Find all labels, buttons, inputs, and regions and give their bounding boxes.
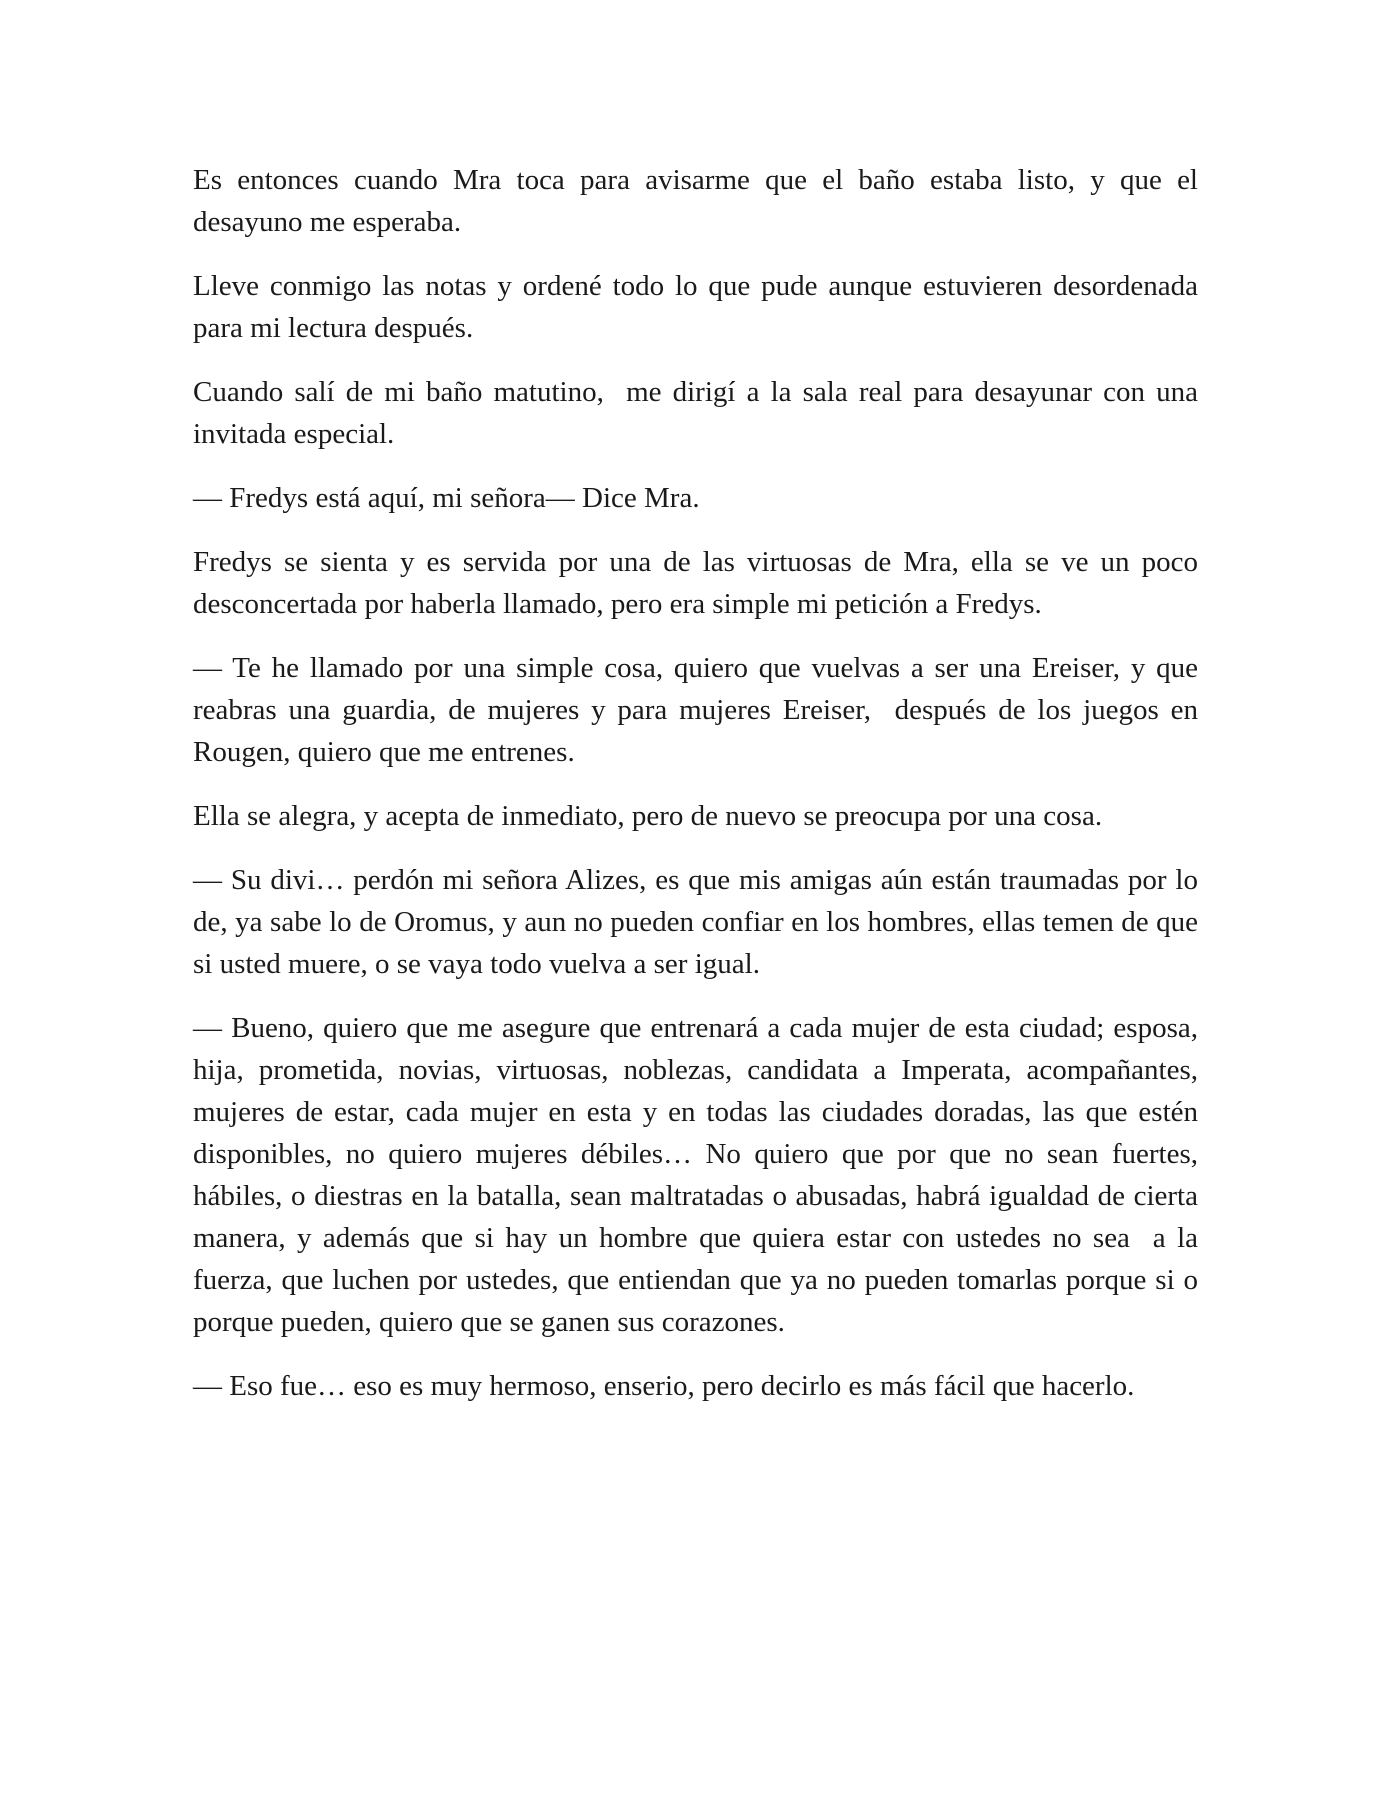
paragraph-7: Ella se alegra, y acepta de inmediato, pero de nuevo se preocupa por una cosa. [193,800,1103,832]
paragraph-6: — Te he llamado por una simple cosa, quiero que vuelvas a ser una Ereiser, y que reabras una guardia, de mujeres y para mujeres Ereiser, después de los juegos en Rougen, quiero que me entrenes. [193,652,1206,768]
paragraph-2: Lleve conmigo las notas y ordené todo lo que pude aunque estuvieren desordenada para mi lectura después. [193,270,1206,344]
paragraph-10: — Eso fue… eso es muy hermoso, enserio, pero decirlo es más fácil que hacerlo. [193,1370,1135,1402]
paragraph-4: — Fredys está aquí, mi señora— Dice Mra. [193,482,700,514]
paragraph-3: Cuando salí de mi baño matutino, me dirigí a la sala real para desayunar con una invitada especial. [193,376,1206,450]
paragraph-1: Es entonces cuando Mra toca para avisarme que el baño estaba listo, y que el desayuno me esperaba. [193,164,1206,238]
paragraph-9: — Bueno, quiero que me asegure que entrenará a cada mujer de esta ciudad; esposa, hija, prometida, novias, virtuosas, noblezas, candidata a Imperata, acompañantes, mujeres de estar, cada mujer en esta y en todas las ciudades doradas, las que estén disponibles, no quiero mujeres débiles… No quiero que por que no sean fuertes, hábiles, o diestras en la batalla, sean maltratadas o abusadas, habrá igualdad de cierta manera, y además que si hay un hombre que quiera estar con ustedes no sea a la fuerza, que luchen por ustedes, que entiendan que ya no pueden tomarlas porque si o porque pueden, quiero que se ganen sus corazones. [193,1012,1206,1338]
paragraph-8: — Su divi… perdón mi señora Alizes, es que mis amigas aún están traumadas por lo de, ya sabe lo de Oromus, y aun no pueden confiar en los hombres, ellas temen de que si usted muere, o se vaya todo vuelva a ser igual. [193,864,1206,980]
document-body [193,159,1206,1429]
paragraph-5: Fredys se sienta y es servida por una de las virtuosas de Mra, ella se ve un poco desconcertada por haberla llamado, pero era simple mi petición a Fredys. [193,546,1206,620]
